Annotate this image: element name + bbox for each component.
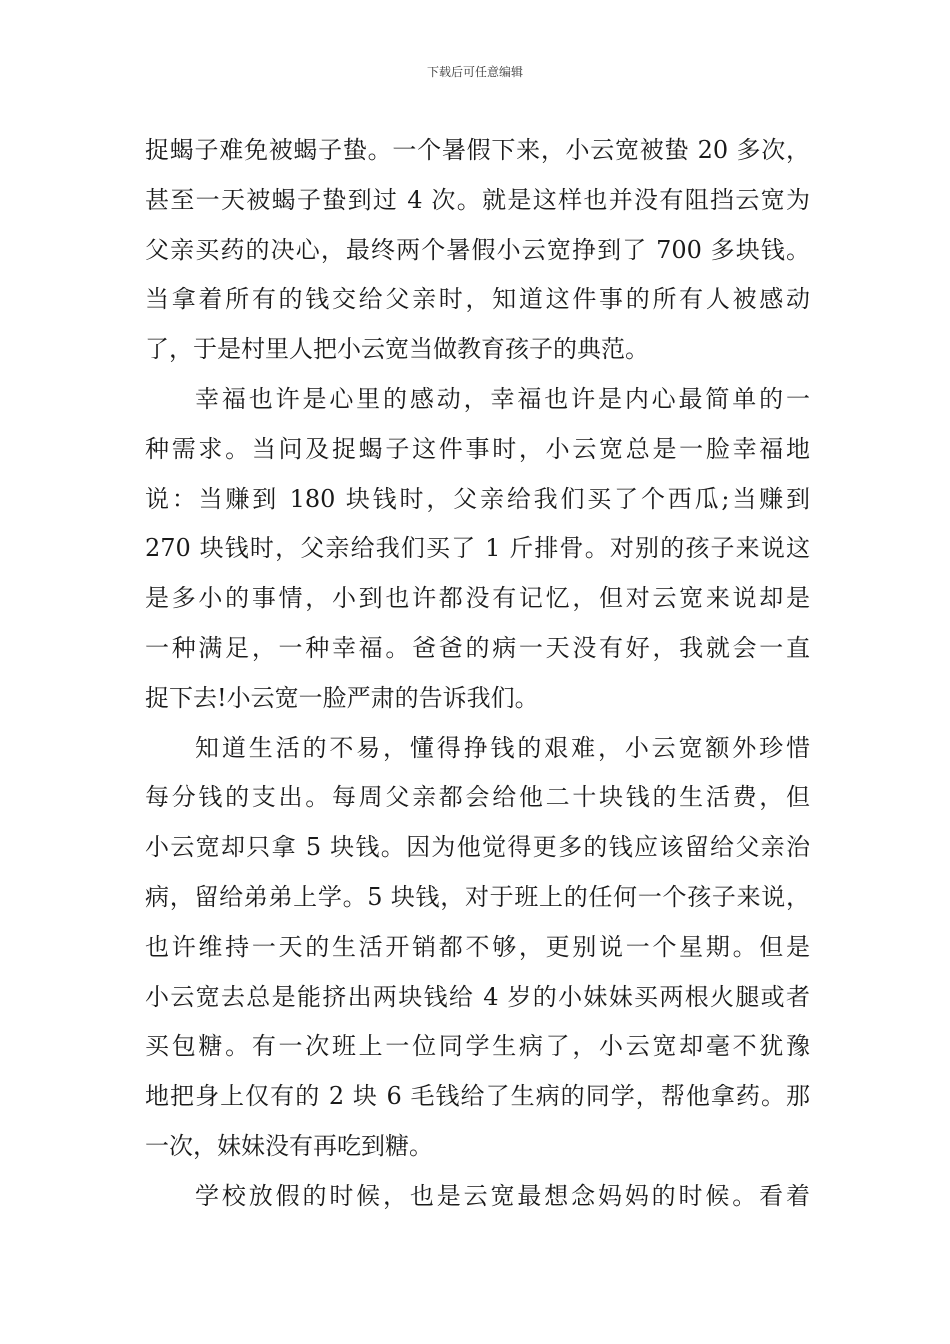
page-header: 下载后可任意编辑 xyxy=(426,65,523,79)
text-line: 是多小的事情，小到也许都没有记忆，但对云宽来说却是 xyxy=(145,584,810,613)
text-line: 小云宽去总是能挤出两块钱给 4 岁的小妹妹买两根火腿或者 xyxy=(145,982,810,1011)
text-line: 知道生活的不易，懂得挣钱的艰难，小云宽额外珍惜 xyxy=(195,733,810,762)
text-line: 学校放假的时候，也是云宽最想念妈妈的时候。看着 xyxy=(195,1181,810,1210)
paragraph xyxy=(145,375,810,724)
text-line: 病，留给弟弟上学。5 块钱，对于班上的任何一个孩子来说， xyxy=(145,882,810,911)
text-line: 地把身上仅有的 2 块 6 毛钱给了生病的同学，帮他拿药。那 xyxy=(145,1082,810,1111)
text-line: 捉下去!小云宽一脸严肃的告诉我们。 xyxy=(145,683,539,712)
text-line: 当拿着所有的钱交给父亲时，知道这件事的所有人被感动 xyxy=(145,285,810,314)
text-line: 买包糖。有一次班上一位同学生病了，小云宽却毫不犹豫 xyxy=(145,1032,810,1061)
text-line: 父亲买药的决心，最终两个暑假小云宽挣到了 700 多块钱。 xyxy=(145,235,810,264)
text-line: 了，于是村里人把小云宽当做教育孩子的典范。 xyxy=(145,335,649,364)
paragraph xyxy=(145,724,810,1172)
text-line: 270 块钱时，父亲给我们买了 1 斤排骨。对别的孩子来说这 xyxy=(145,534,810,563)
text-line: 也许维持一天的生活开销都不够，更别说一个星期。但是 xyxy=(145,932,810,961)
text-line: 甚至一天被蝎子蛰到过 4 次。就是这样也并没有阻挡云宽为 xyxy=(145,185,810,214)
text-line: 每分钱的支出。每周父亲都会给他二十块钱的生活费，但 xyxy=(145,783,810,812)
text-line: 捉蝎子难免被蝎子蛰。一个暑假下来，小云宽被蛰 20 多次， xyxy=(145,136,810,164)
text-line: 幸福也许是心里的感动，幸福也许是内心最简单的一 xyxy=(195,384,810,413)
document-body xyxy=(145,126,810,1222)
paragraph xyxy=(145,1172,810,1222)
paragraph xyxy=(145,126,810,375)
text-line: 小云宽却只拿 5 块钱。因为他觉得更多的钱应该留给父亲治 xyxy=(145,833,810,862)
text-line: 一次，妹妹没有再吃到糖。 xyxy=(145,1131,433,1160)
text-line: 一种满足，一种幸福。爸爸的病一天没有好，我就会一直 xyxy=(145,633,810,662)
text-line: 种需求。当问及捉蝎子这件事时，小云宽总是一脸幸福地 xyxy=(145,434,810,463)
text-line: 说：当赚到 180 块钱时，父亲给我们买了个西瓜;当赚到 xyxy=(145,484,810,513)
